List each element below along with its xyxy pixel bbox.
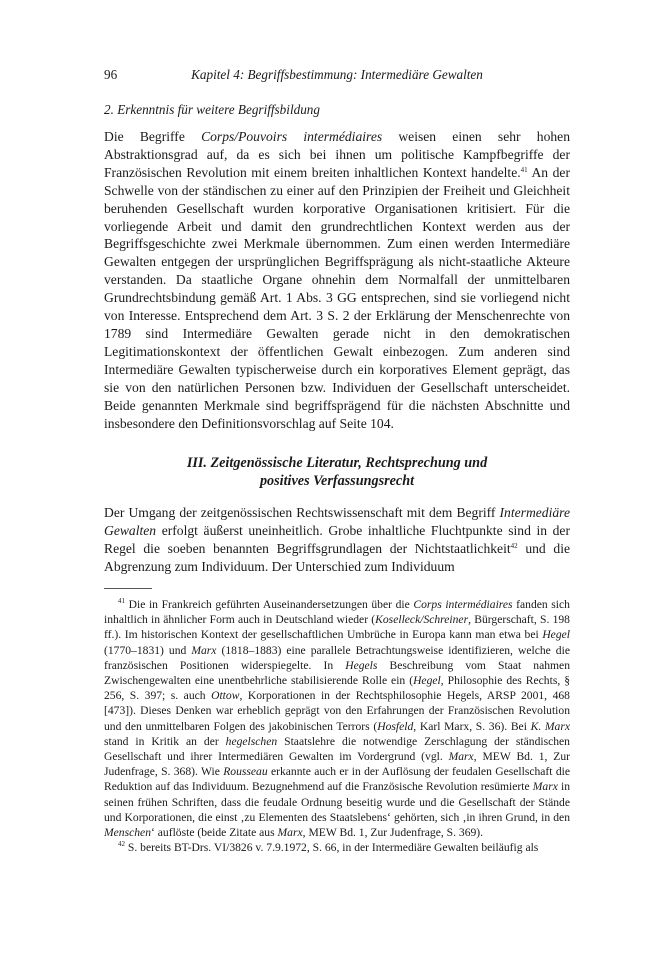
author-name: Hegels [345,658,378,672]
footnotes [104,597,570,855]
author-name: Koselleck/Schreiner [375,613,469,627]
text-run: , Bürgerschaft, S. 198 ff.). Im historischen Kontext der gesellschaftlichen Umbrüche in Europa kann man etwa bei [104,613,570,642]
author-name: K. Marx [530,719,571,733]
text-run: Die Begriffe [104,129,202,144]
text-run: An der Schwelle von der ständischen zu einer auf den Prinzipien der Freiheit und Gleichheit beruhenden Gesellschaft wurden korporative Organisationen kritisiert. Für die vorliegende Arbeit und damit den grundrechtlichen Kontext werden aus der Begriffsgeschichte zwei Merkmale übernommen. Zum einen werden Intermediäre Gewalten entgegen der ursprünglichen Begriffsprägung als nicht-staatliche Akteure verstanden. Da staatliche Organe ohnehin dem Normalfall der unmittelbaren Grundrechtsbindung gemäß Art. 1 Abs. 3 GG entsprechen, sind sie vorliegend nicht von Interesse. Entsprechend dem Art. 3 S. 2 der Erklärung der Menschenrechte von 1789 sind Intermediäre Gewalten gerade nicht in den demokratischen Legitimationskontext der öffentlichen Gewalt einbezogen. Zum anderen sind Intermediäre Gewalten typischerweise durch ein korporatives Element geprägt, das sie von den natürlichen Personen bzw. Individuen der Gesellschaft unterscheidet. Beide genannten Merkmale sind begriffsprägend für die nächsten Abschnitte und insbesondere den Definitionsvorschlag auf Seite 104. [104,164,570,431]
italic-term: Corps/Pouvoirs intermédiaires [201,129,383,144]
footnote-number: 41 [118,597,125,606]
footnote-separator [104,588,152,589]
author-name: hegelschen [225,734,278,748]
text-run: und die Abgrenzung zum Individuum. Der Unterschied zum Individuum [104,541,570,575]
page-number: 96 [104,67,118,82]
italic-term: Intermediäre Gewalten [104,505,570,539]
text-run: erfolgt äußerst uneinheitlich. Grobe inhaltliche Fluchtpunkte sind in der Regel die soeben benannten Begriffsgrundlagen der Nichtstaatlichkeit [104,523,570,557]
text-run: , Korporationen in der Rechtsphilosophie Hegels, ARSP 2001, 468 [473]). Dieses Denken war erheblich geprägt von den Erfahrungen der Französischen Revolution und den unmittelbaren Folgen des jakobinischen Terrors ( [104,689,570,733]
text-run: , MEW Bd. 1, Zur Judenfrage, S. 368). Wie [104,750,571,779]
running-title: Kapitel 4: Begriffsbestimmung: Intermediäre Gewalten [191,67,483,82]
text-run: fanden sich inhaltlich in ähnlicher Form auch in Deutschland wieder ( [104,598,570,627]
author-name: Marx [448,750,474,764]
body-paragraph-2 [104,504,570,576]
footnote-marker-41[interactable]: 41 [520,165,528,174]
footnote-42 [104,840,570,855]
footnote-41 [104,597,570,840]
author-name: Marx [532,780,558,794]
running-head [104,66,570,84]
text-run: stand in Kritik an der [104,734,226,748]
body-paragraph-1 [104,128,570,432]
author-name: Marx [277,826,303,840]
footnote-number: 42 [118,840,125,849]
text-run: Beschreibung vom Staat nahmen Zwischengewalten eine unentbehrliche stabilisierende Rolle ein ( [104,658,570,688]
text-run: , Philosophie des Rechts, § 256, S. 397; s. auch [104,674,570,703]
subsection-heading: 2. Erkenntnis für weitere Begriffsbildung [104,102,320,117]
text-run: ‘ auflöste (beide Zitate aus [151,826,278,840]
text-run: (1818–1883) eine parallele Betrachtungsweise identifizieren, welche die französischen Positionen widerspiegelte. In [104,643,570,672]
text-run: , MEW Bd. 1, Zur Judenfrage, S. 369). [302,826,484,840]
text-run: , Karl Marx, S. 36). Bei [413,719,531,733]
text-run: weisen einen sehr hohen Abstraktionsgrad auf, da es sich bei ihnen um politische Kampfbegriffe der Französischen Revolution mit einem breiten inhaltlichen Kontext handelte. [104,129,570,180]
author-name: Hegel [413,674,441,688]
text-run: in seinen frühen Schriften, dass die feudale Ordnung beseitig wurde und die Gesellschaft der Stände und Korporationen, die einst ‚zu Elementen des Staatslebens‘ gehörten, sich ‚in ihren Grund, in den [104,780,570,824]
author-name: Ottow [211,689,240,703]
footnote-marker-42[interactable]: 42 [510,542,518,551]
italic-term: Corps intermédiaires [413,598,513,612]
author-name: Hosfeld [377,719,414,733]
author-name: Marx [191,643,217,657]
author-name: Rousseau [223,765,268,779]
section-heading [104,454,570,490]
author-name: Hegel [542,628,570,642]
section-heading-line-2: positives Verfassungsrecht [259,473,415,490]
section-heading-line-1: III. Zeitgenössische Literatur, Rechtsprechung und [186,455,488,472]
text-run: S. bereits BT-Drs. VI/3826 v. 7.9.1972, S. 66, in der Intermediäre Gewalten beiläufig als [125,841,539,855]
text-run: Der Umgang der zeitgenössischen Rechtswissenschaft mit dem Begriff [104,505,500,521]
text-run: erkannte auch er in der Auflösung der feudalen Gesellschaft die Reduktion auf das Individuum. Bezugnehmend auf die Französische Revolution resümierte [104,765,570,794]
text-run: Die in Frankreich geführten Auseinandersetzungen über die [125,598,414,612]
book-page [104,66,570,855]
text-run: Staatslehre die notwendige Zerschlagung der ständischen Gesellschaft und ihrer Intermediären Gewalten im Vordergrund (vgl. [104,734,570,764]
italic-term: Menschen [104,826,151,840]
text-run: (1770–1831) und [104,643,192,657]
